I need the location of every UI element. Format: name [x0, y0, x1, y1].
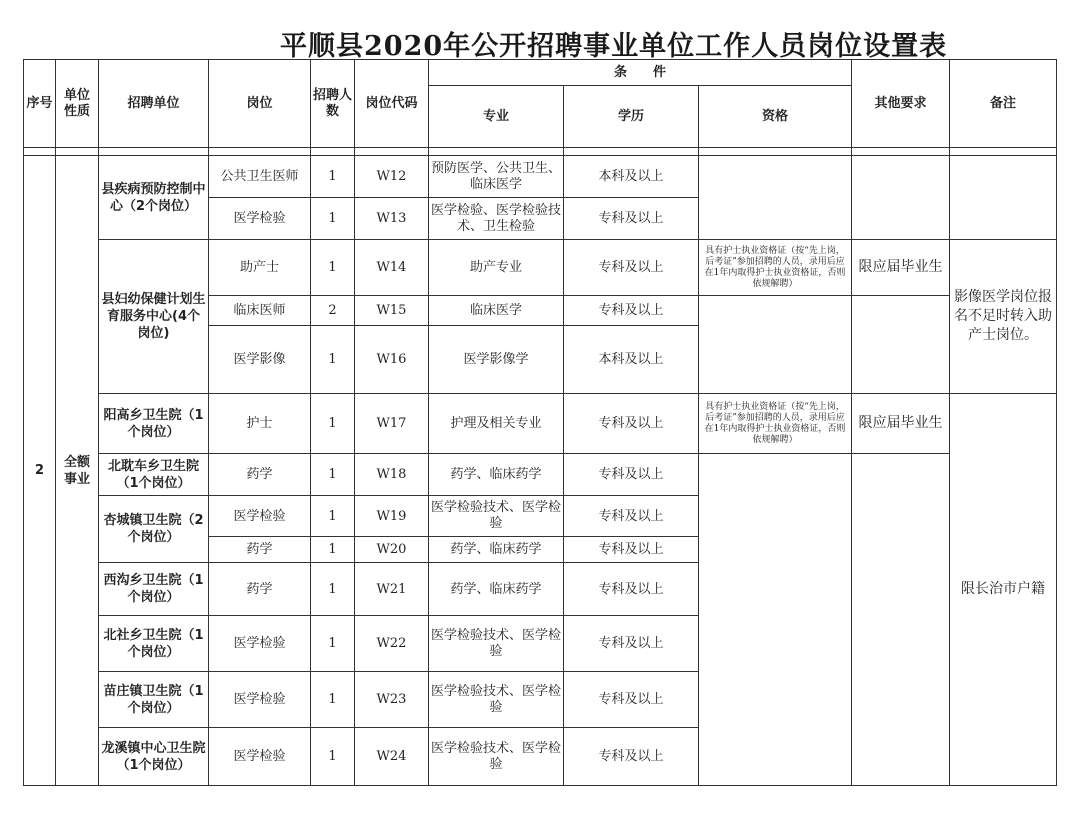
count-cell: 1: [311, 616, 355, 672]
table-row: [24, 156, 1057, 198]
page-title: 平顺县2020年公开招聘事业单位工作人员岗位设置表: [280, 31, 948, 62]
major-cell: 医学检验技术、医学检验: [429, 616, 564, 672]
position-cell: 助产士: [209, 240, 311, 296]
count-cell: 1: [311, 240, 355, 296]
education-cell: 专科及以上: [564, 728, 699, 786]
position-cell: 医学检验: [209, 496, 311, 537]
major-cell: 医学检验技术、医学检验: [429, 728, 564, 786]
position-table: [23, 59, 1057, 786]
remark-cell: 限长治市户籍: [950, 394, 1057, 786]
position-cell: 医学检验: [209, 672, 311, 728]
position-cell: 药学: [209, 563, 311, 616]
major-cell: 医学影像学: [429, 326, 564, 394]
table-row: [24, 394, 1057, 454]
position-cell: 医学检验: [209, 728, 311, 786]
education-cell: 专科及以上: [564, 672, 699, 728]
unit-name: 县疾病预防控制中心（2个岗位）: [99, 156, 209, 240]
count-cell: 1: [311, 326, 355, 394]
position-cell: 医学检验: [209, 198, 311, 240]
position-cell: 医学影像: [209, 326, 311, 394]
unit-name: 龙溪镇中心卫生院（1个岗位）: [99, 728, 209, 786]
other-cell: [852, 296, 950, 394]
education-cell: 本科及以上: [564, 326, 699, 394]
unit-name: 北耽车乡卫生院（1个岗位）: [99, 454, 209, 496]
remark-cell: [950, 156, 1057, 240]
major-cell: 护理及相关专业: [429, 394, 564, 454]
position-cell: 临床医师: [209, 296, 311, 326]
unit-name: 北社乡卫生院（1个岗位）: [99, 616, 209, 672]
header-other: 其他要求: [852, 60, 950, 148]
code-cell: W19: [355, 496, 429, 537]
major-cell: 临床医学: [429, 296, 564, 326]
qualification-cell: [699, 156, 852, 240]
header-row-1: [24, 60, 1057, 86]
other-cell: [852, 156, 950, 240]
header-education: 学历: [564, 86, 699, 148]
education-cell: 专科及以上: [564, 296, 699, 326]
header-nature: 单位性质: [56, 60, 99, 148]
code-cell: W12: [355, 156, 429, 198]
code-cell: W24: [355, 728, 429, 786]
spacer-row: [24, 148, 1057, 156]
major-cell: 药学、临床药学: [429, 454, 564, 496]
qualification-cell: 具有护士执业资格证（按“先上岗，后考证”参加招聘的人员，录用后应在1年内取得护士执业资格证，否则依规解聘）: [699, 240, 852, 296]
count-cell: 1: [311, 563, 355, 616]
count-cell: 1: [311, 537, 355, 563]
major-cell: 医学检验技术、医学检验: [429, 496, 564, 537]
header-conditions: 条 件: [429, 60, 852, 86]
unit-name: 苗庄镇卫生院（1个岗位）: [99, 672, 209, 728]
count-cell: 2: [311, 296, 355, 326]
code-cell: W21: [355, 563, 429, 616]
remark-cell: 影像医学岗位报名不足时转入助产士岗位。: [950, 240, 1057, 394]
position-cell: 护士: [209, 394, 311, 454]
education-cell: 专科及以上: [564, 616, 699, 672]
code-cell: W18: [355, 454, 429, 496]
qualification-cell: [699, 296, 852, 394]
code-cell: W23: [355, 672, 429, 728]
major-cell: 药学、临床药学: [429, 563, 564, 616]
unit-name: 县妇幼保健计划生育服务中心(4个岗位): [99, 240, 209, 394]
major-cell: 医学检验技术、医学检验: [429, 672, 564, 728]
header-unit: 招聘单位: [99, 60, 209, 148]
group-nature: 全额事业: [56, 156, 99, 786]
table-row: [24, 454, 1057, 496]
count-cell: 1: [311, 454, 355, 496]
header-qualification: 资格: [699, 86, 852, 148]
group-seq: 2: [24, 156, 56, 786]
header-major: 专业: [429, 86, 564, 148]
education-cell: 专科及以上: [564, 240, 699, 296]
position-cell: 公共卫生医师: [209, 156, 311, 198]
other-cell: 限应届毕业生: [852, 394, 950, 454]
unit-name: 杏城镇卫生院（2个岗位）: [99, 496, 209, 563]
education-cell: 专科及以上: [564, 394, 699, 454]
education-cell: 专科及以上: [564, 563, 699, 616]
code-cell: W17: [355, 394, 429, 454]
header-position: 岗位: [209, 60, 311, 148]
count-cell: 1: [311, 156, 355, 198]
position-cell: 药学: [209, 537, 311, 563]
code-cell: W14: [355, 240, 429, 296]
education-cell: 专科及以上: [564, 198, 699, 240]
other-cell: [852, 454, 950, 786]
code-cell: W15: [355, 296, 429, 326]
other-cell: 限应届毕业生: [852, 240, 950, 296]
table-row: [24, 240, 1057, 296]
major-cell: 药学、临床药学: [429, 537, 564, 563]
count-cell: 1: [311, 672, 355, 728]
major-cell: 医学检验、医学检验技术、卫生检验: [429, 198, 564, 240]
code-cell: W22: [355, 616, 429, 672]
unit-name: 阳高乡卫生院（1个岗位）: [99, 394, 209, 454]
header-code: 岗位代码: [355, 60, 429, 148]
major-cell: 助产专业: [429, 240, 564, 296]
code-cell: W20: [355, 537, 429, 563]
education-cell: 专科及以上: [564, 537, 699, 563]
code-cell: W13: [355, 198, 429, 240]
position-cell: 药学: [209, 454, 311, 496]
education-cell: 本科及以上: [564, 156, 699, 198]
education-cell: 专科及以上: [564, 454, 699, 496]
unit-name: 西沟乡卫生院（1个岗位）: [99, 563, 209, 616]
count-cell: 1: [311, 496, 355, 537]
count-cell: 1: [311, 394, 355, 454]
header-remarks: 备注: [950, 60, 1057, 148]
education-cell: 专科及以上: [564, 496, 699, 537]
qualification-cell: [699, 454, 852, 786]
header-count: 招聘人数: [311, 60, 355, 148]
code-cell: W16: [355, 326, 429, 394]
major-cell: 预防医学、公共卫生、临床医学: [429, 156, 564, 198]
qualification-cell: 具有护士执业资格证（按“先上岗，后考证”参加招聘的人员，录用后应在1年内取得护士执业资格证，否则依规解聘）: [699, 394, 852, 454]
count-cell: 1: [311, 198, 355, 240]
count-cell: 1: [311, 728, 355, 786]
header-seq: 序号: [24, 60, 56, 148]
position-cell: 医学检验: [209, 616, 311, 672]
